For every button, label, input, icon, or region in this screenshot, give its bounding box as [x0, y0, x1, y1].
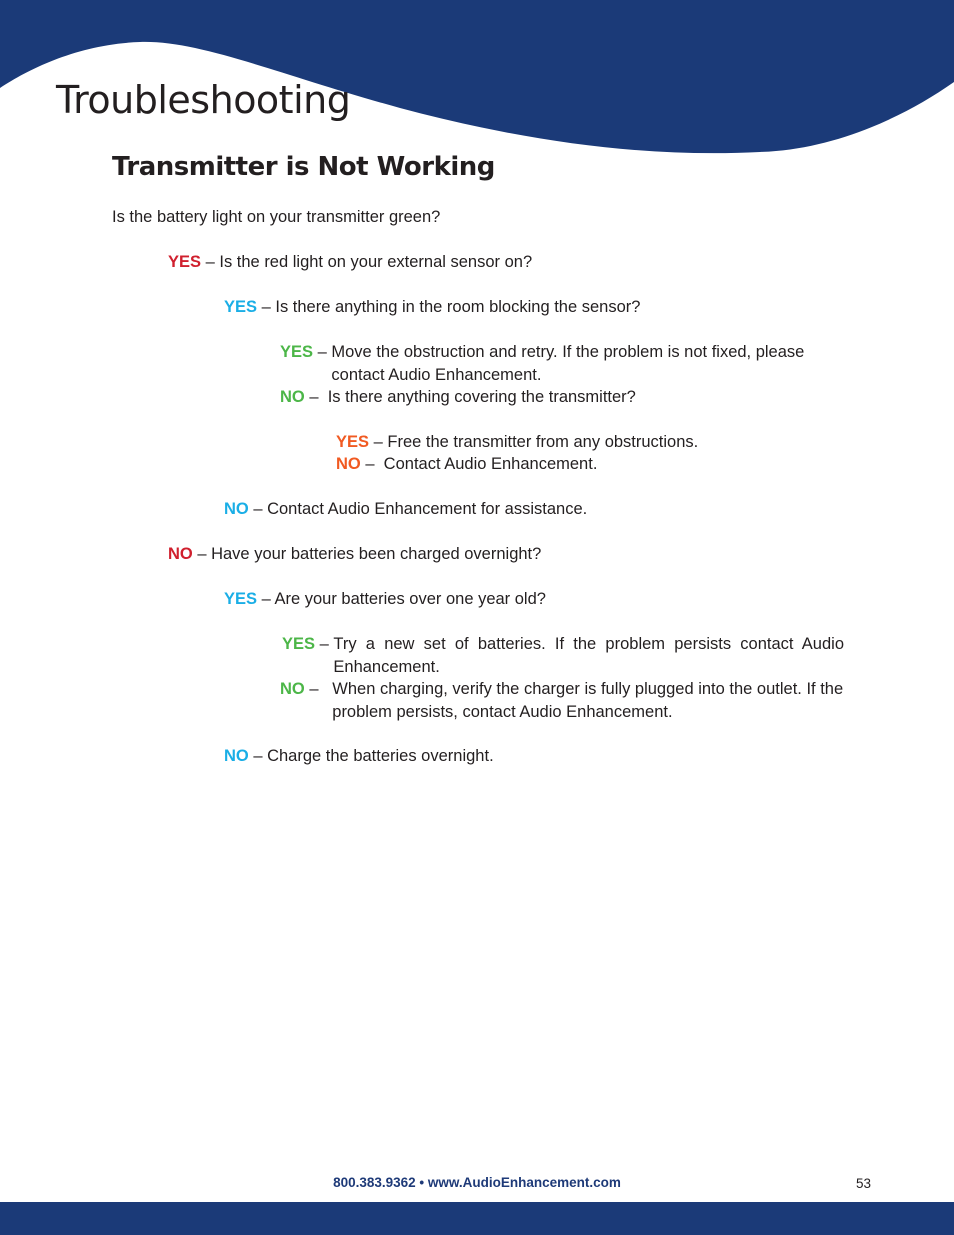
- section-title: Transmitter is Not Working: [112, 152, 495, 182]
- branch-yes-red-light: YES – Is the red light on your external sensor on?: [168, 253, 533, 271]
- branch-yes-room-blocking: YES – Is there anything in the room blocking the sensor?: [224, 298, 641, 316]
- branch-yes-batteries-old: YES – Are your batteries over one year old?: [224, 590, 546, 608]
- no-label: NO: [224, 747, 249, 765]
- yes-label: YES: [168, 253, 202, 271]
- branch-no-covering: NO – Is there anything covering the transmitter?: [280, 388, 636, 406]
- yes-label: YES: [280, 343, 314, 361]
- yes-label: YES: [336, 433, 370, 451]
- page-title: Troubleshooting: [56, 78, 351, 122]
- no-label: NO: [280, 388, 305, 406]
- branch-no-contact-assistance: NO – Contact Audio Enhancement for assistance.: [224, 500, 588, 518]
- branch-no-contact: NO – Contact Audio Enhancement.: [336, 455, 598, 473]
- footer-contact: 800.383.9362 • www.AudioEnhancement.com: [333, 1175, 621, 1190]
- yes-label: YES: [224, 590, 258, 608]
- footer-bar: [0, 1202, 954, 1235]
- no-label: NO: [224, 500, 249, 518]
- no-label: NO: [336, 455, 361, 473]
- page-number: 53: [856, 1176, 872, 1191]
- branch-yes-move-obstruction: YES – Move the obstruction and retry. If the problem is not fixed, please contact Audio Enhancement.: [280, 343, 805, 384]
- branch-no-charged-overnight: NO – Have your batteries been charged overnight?: [168, 545, 542, 563]
- branch-no-charge-overnight: NO – Charge the batteries overnight.: [224, 747, 494, 765]
- yes-label: YES: [282, 635, 316, 653]
- yes-label: YES: [224, 298, 258, 316]
- no-label: NO: [280, 680, 305, 698]
- branch-yes-free-transmitter: YES – Free the transmitter from any obstructions.: [336, 433, 699, 451]
- branch-yes-new-batteries: YES – Try a new set of batteries. If the problem persists contact Audio Enhancement.: [282, 635, 844, 676]
- branch-no-verify-charger: NO – When charging, verify the charger is fully plugged into the outlet. If the problem persists, contact Audio Enhancement.: [280, 680, 844, 721]
- question-battery-light: Is the battery light on your transmitter green?: [112, 208, 441, 226]
- no-label: NO: [168, 545, 193, 563]
